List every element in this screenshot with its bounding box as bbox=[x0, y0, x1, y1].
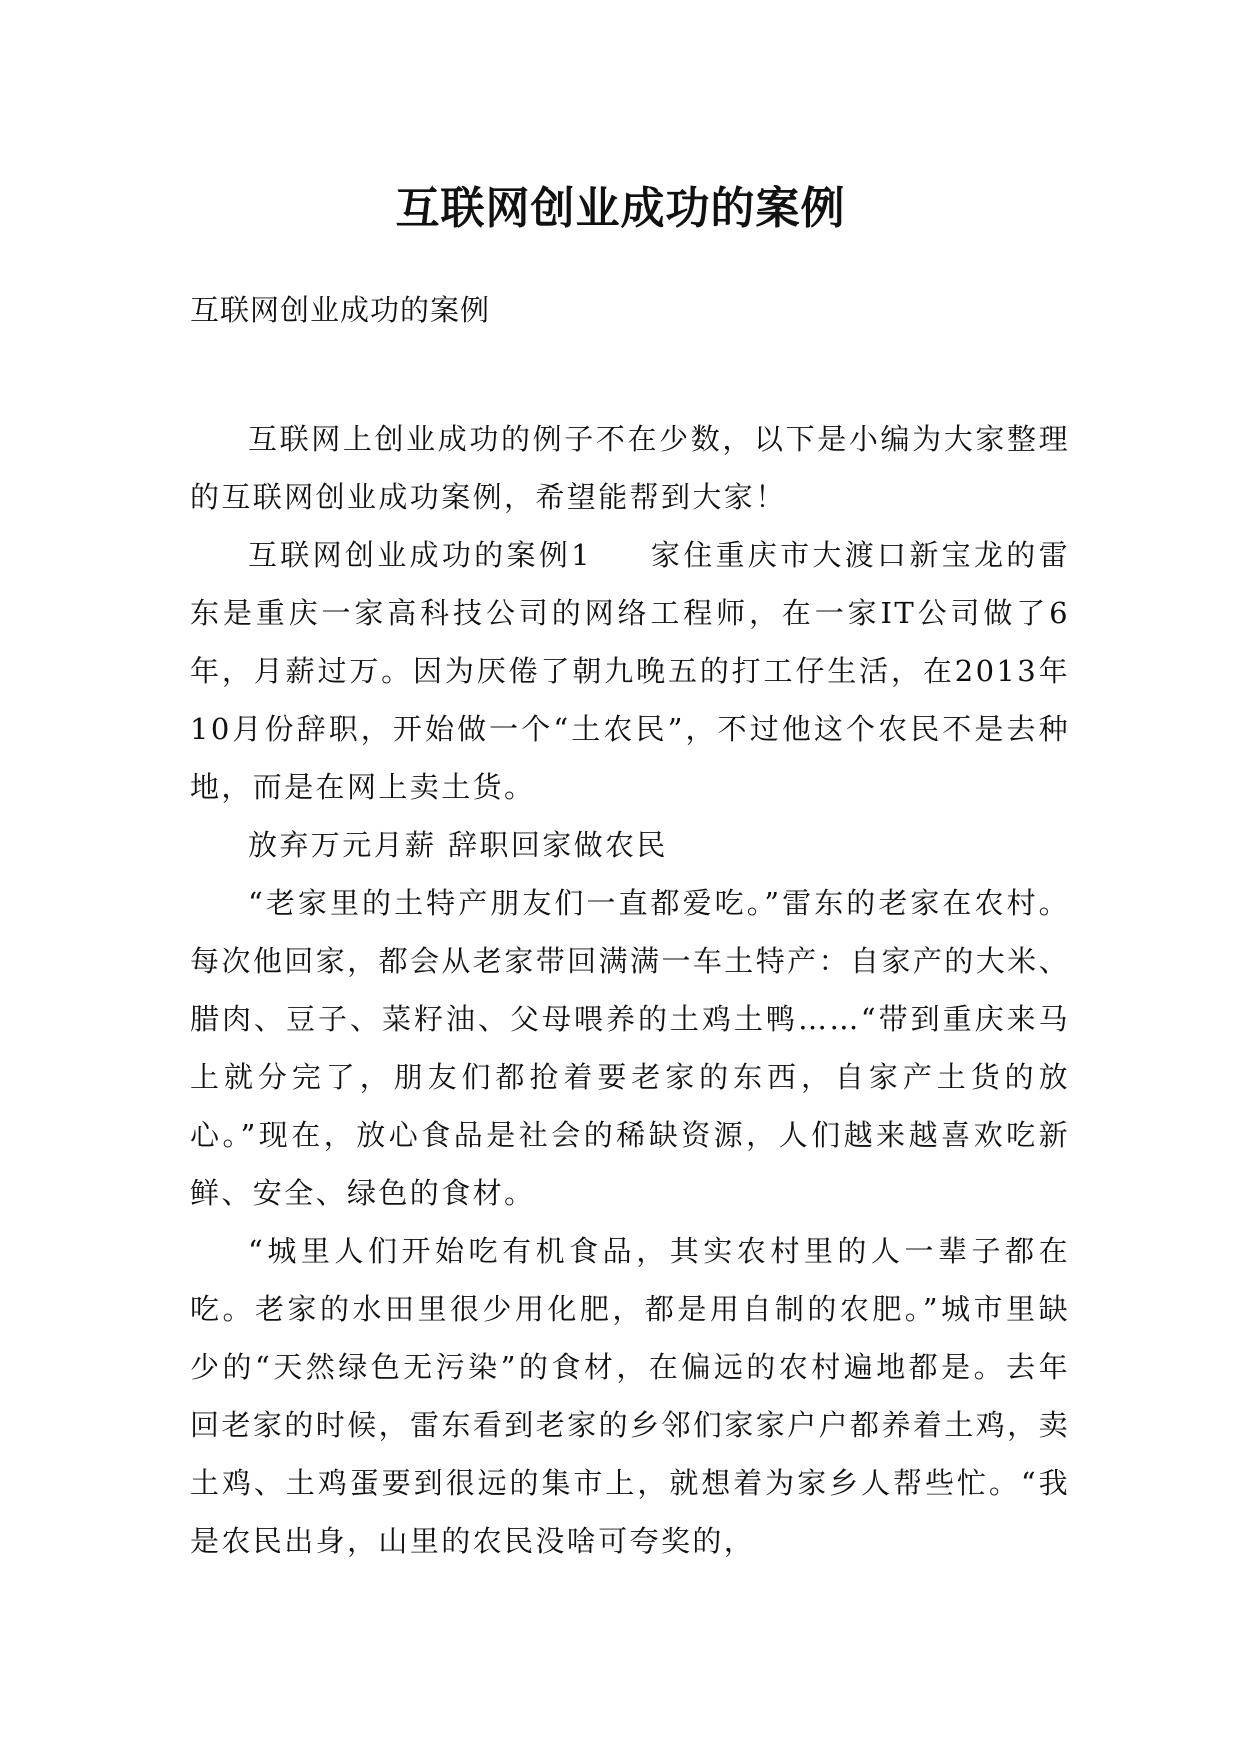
case-heading: 互联网创业成功的案例1 bbox=[248, 538, 592, 572]
case-1-text: 家住重庆市大渡口新宝龙的雷东是重庆一家高科技公司的网络工程师，在一家IT公司做了6年，月薪过万。因为厌倦了朝九晚五的打工仔生活，在2013年10月份辞职，开始做一个“土农民”，不过他这个农民不是去种地，而是在网上卖土货。 bbox=[190, 538, 1071, 804]
paragraph-section-heading: 放弃万元月薪 辞职回家做农民 bbox=[248, 828, 668, 862]
paragraph-case-1 bbox=[190, 526, 1070, 816]
paragraph-3: “老家里的土特产朋友们一直都爱吃。”雷东的老家在农村。每次他回家，都会从老家带回满满一车土特产：自家产的大米、腊肉、豆子、菜籽油、父母喂养的土鸡土鸭……“带到重庆来马上就分完了，朋友们都抢着要老家的东西，自家产土货的放心。”现在，放心食品是社会的稀缺资源，人们越来越喜欢吃新鲜、安全、绿色的食材。 bbox=[190, 886, 1070, 1210]
document-body bbox=[190, 410, 1070, 1570]
document-title: 互联网创业成功的案例 bbox=[395, 183, 846, 235]
paragraph-4: “城里人们开始吃有机食品，其实农村里的人一辈子都在吃。老家的水田里很少用化肥，都是用自制的农肥。”城市里缺少的“天然绿色无污染”的食材，在偏远的农村遍地都是。去年回老家的时候，雷东看到老家的乡邻们家家户户都养着土鸡，卖土鸡、土鸡蛋要到很远的集市上，就想着为家乡人帮些忙。“我是农民出身，山里的农民没啥可夸奖的， bbox=[190, 1234, 1070, 1558]
paragraph-intro: 互联网上创业成功的例子不在少数，以下是小编为大家整理的互联网创业成功案例，希望能帮到大家！ bbox=[190, 422, 1070, 514]
document-subtitle: 互联网创业成功的案例 bbox=[190, 293, 491, 327]
